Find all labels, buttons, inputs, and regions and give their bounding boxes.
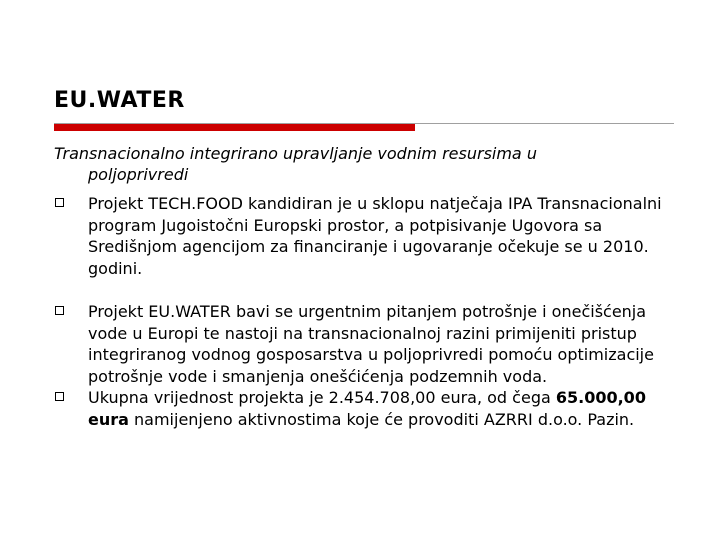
square-bullet-icon bbox=[55, 306, 64, 315]
bullet-item-project-value bbox=[54, 387, 674, 430]
bullet-text-after: namijenjeno aktivnostima koje će provoditi AZRRI d.o.o. Pazin. bbox=[128, 409, 635, 429]
title-accent-bar bbox=[54, 124, 415, 131]
bullet-item-eu-water bbox=[54, 301, 674, 387]
bullet-list bbox=[54, 193, 674, 430]
subtitle-line-2: poljoprivredi bbox=[88, 165, 189, 184]
slide-title: EU.WATER bbox=[54, 88, 185, 113]
bullet-item-tech-food bbox=[54, 193, 674, 279]
subtitle-line-1: Transnacionalno integrirano upravljanje vodnim resursima u bbox=[54, 144, 537, 163]
bullet-text: Projekt TECH.FOOD kandidiran je u sklopu natječaja IPA Transnacionalni program Jugoistočni Europski prostor, a potpisivanje Ugovora sa Središnjom agencijom za financiranje i ugovaranje očekuje se u 2010. godini. bbox=[88, 194, 662, 278]
slide-subtitle bbox=[54, 143, 654, 185]
bullet-text-before: Ukupna vrijednost projekta je 2.454.708,00 eura, od čega bbox=[88, 388, 556, 407]
square-bullet-icon bbox=[55, 198, 64, 207]
bullet-text: Projekt EU.WATER bavi se urgentnim pitanjem potrošnje i onečišćenja vode u Europi te nastoji na transnacionalnoj razini primijeniti pristup integriranog vodnog gosposarstva u poljoprivredi pomoću optimizacije potrošnje vode i smanjenja onešćićenja podzemnih voda. bbox=[88, 302, 654, 386]
bullet-amount-bold: 65.000,00 eura bbox=[88, 388, 646, 429]
square-bullet-icon bbox=[55, 392, 64, 401]
